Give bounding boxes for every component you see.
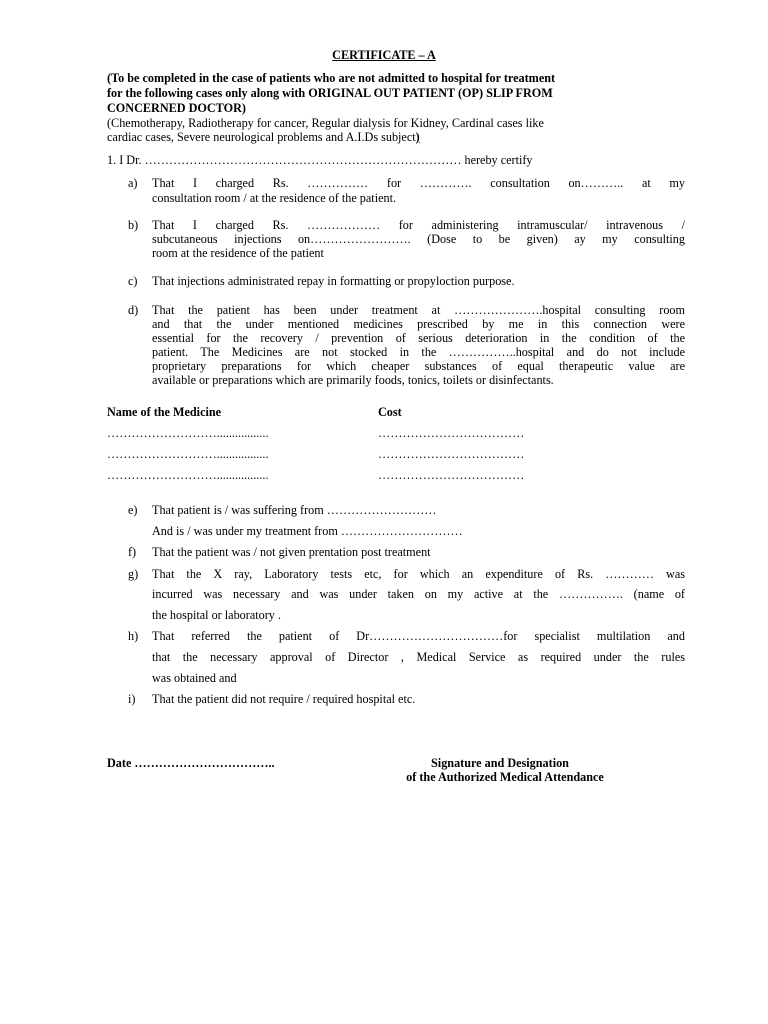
medicine-row-2-name: ………………………................. bbox=[107, 447, 269, 461]
item-b-line-3: room at the residence of the patient bbox=[152, 246, 324, 260]
item-i-line-1: That the patient did not require / required hospital etc. bbox=[152, 692, 416, 706]
item-d-line-2: and that the under mentioned medicines prescribed by me in this connection were bbox=[152, 317, 685, 331]
item-d-line-6: available or preparations which are primarily foods, tonics, toilets or disinfectants. bbox=[152, 373, 554, 387]
item-b-line-1: That I charged Rs. ……………… for administering intramuscular/ intravenous / bbox=[152, 218, 685, 232]
item-h-label: h) bbox=[128, 629, 139, 643]
item-a-line-1: That I charged Rs. …………… for …………. consultation on……….. at my bbox=[152, 176, 685, 190]
medicine-row-2-cost: ……………………………… bbox=[378, 447, 525, 461]
item-e-line-1: That patient is / was suffering from ……………………… bbox=[152, 503, 437, 517]
item-f-line-1: That the patient was / not given prentation post treatment bbox=[152, 545, 431, 559]
intro-closing-paren: ) bbox=[415, 130, 420, 144]
item-g-line-2: incurred was necessary and was under taken on my active at the ……………. (name of bbox=[152, 587, 685, 601]
item-h-line-2: that the necessary approval of Director , Medical Service as required under the rules bbox=[152, 650, 685, 664]
item-c-label: c) bbox=[128, 274, 138, 288]
item-d-label: d) bbox=[128, 303, 139, 317]
certificate-title: CERTIFICATE – A bbox=[332, 48, 436, 62]
medicine-cost-header: Cost bbox=[378, 405, 402, 419]
item-a-line-2: consultation room / at the residence of the patient. bbox=[152, 191, 397, 205]
item-d-line-4: patient. The Medicines are not stocked in the ……………..hospital and do not include bbox=[152, 345, 685, 359]
item-b-line-2: subcutaneous injections on……………………. (Dose to be given) ay my consulting bbox=[152, 232, 685, 246]
medicine-row-1-name: ………………………................. bbox=[107, 426, 269, 440]
item-d-line-3: essential for the recovery / prevention of serious deterioration in the condition of the bbox=[152, 331, 685, 345]
medicine-row-1-cost: ……………………………… bbox=[378, 426, 525, 440]
signature-line-1: Signature and Designation bbox=[431, 756, 569, 770]
medicine-row-3-cost: ……………………………… bbox=[378, 468, 525, 482]
intro-line-2-text: cardiac cases, Severe neurological problems and A.I.Ds subject bbox=[107, 130, 416, 144]
item-b-label: b) bbox=[128, 218, 139, 232]
medicine-name-header: Name of the Medicine bbox=[107, 405, 222, 419]
item-d-line-5: proprietary preparations for which cheaper substances of equal therapeutic value are bbox=[152, 359, 685, 373]
certify-line: 1. I Dr. …………………………………………………………………… hereby certify bbox=[107, 153, 533, 167]
date-field: Date …………………………….. bbox=[107, 756, 275, 770]
item-g-line-1: That the X ray, Laboratory tests etc, for which an expenditure of Rs. ………… was bbox=[152, 567, 685, 581]
item-h-line-1: That referred the patient of Dr……………………………for specialist multilation and bbox=[152, 629, 685, 643]
item-g-line-3: the hospital or laboratory . bbox=[152, 608, 281, 622]
item-i-label: i) bbox=[128, 692, 136, 706]
item-c-line-1: That injections administrated repay in formatting or propyloction purpose. bbox=[152, 274, 515, 288]
intro-line-2 bbox=[107, 130, 420, 145]
item-e-label: e) bbox=[128, 503, 138, 517]
item-d-line-1: That the patient has been under treatment at ………………….hospital consulting room bbox=[152, 303, 685, 317]
intro-bold-line-3: CONCERNED DOCTOR) bbox=[107, 101, 246, 115]
item-e-line-2: And is / was under my treatment from ………………………… bbox=[152, 524, 463, 538]
item-h-line-3: was obtained and bbox=[152, 671, 237, 685]
intro-bold-line-1: (To be completed in the case of patients who are not admitted to hospital for treatment bbox=[107, 71, 556, 85]
intro-line-1: (Chemotherapy, Radiotherapy for cancer, Regular dialysis for Kidney, Cardinal cases like bbox=[107, 116, 544, 130]
item-g-label: g) bbox=[128, 567, 139, 581]
signature-line-2: of the Authorized Medical Attendance bbox=[406, 770, 604, 784]
item-a-label: a) bbox=[128, 176, 138, 190]
medicine-row-3-name: ………………………................. bbox=[107, 468, 269, 482]
item-f-label: f) bbox=[128, 545, 137, 559]
intro-bold-line-2: for the following cases only along with ORIGINAL OUT PATIENT (OP) SLIP FROM bbox=[107, 86, 553, 100]
